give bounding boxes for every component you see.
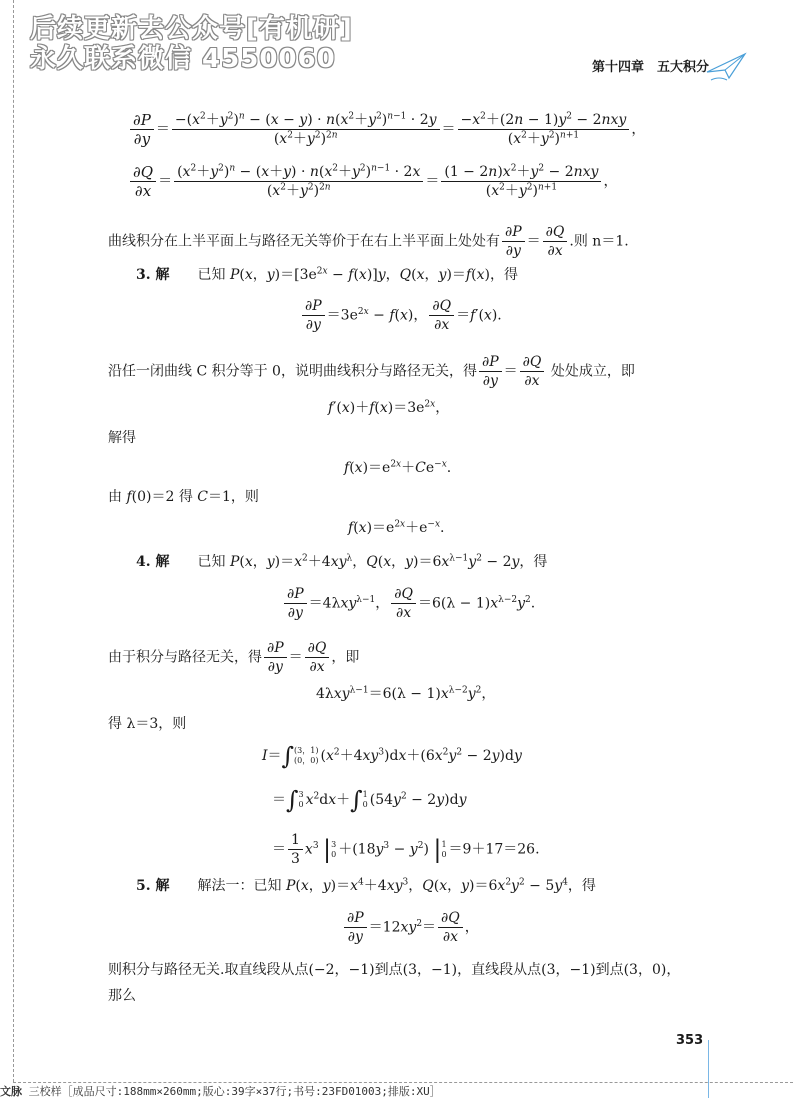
paper-plane-icon (705, 50, 749, 84)
watermark-line-1: 后续更新去公众号[有机研] (30, 14, 353, 44)
section-4-equation: $4\lambda xy^{\lambda-1}=6(\lambda - 1)x^{\lambda-2}y^2$， (316, 685, 496, 702)
paragraph-independence: 曲线积分在上半平面上与路径无关等价于在右上半平面上处处有 $\frac{\partial P}{\partial y}$ ＝ $\frac{\partial Q}{\partial x}$ .则 n＝1. (108, 224, 629, 259)
watermark-line-2: 永久联系微信 4550060 (30, 44, 336, 74)
section-5-then: 那么 (108, 988, 136, 1004)
chapter-header: 第十四章 五大积分 (592, 60, 710, 75)
section-4-integral-line-1: I＝∫ (3，1) (0，0) $(x^2+4xy^3)dx+(6x^2y^2 - 2y)dy$ (262, 742, 522, 770)
section-4-integral-line-2: ＝∫ 3 0 $x^2dx+\int$ 1 0 $(54y^2 - 2y)dy$ (272, 786, 467, 814)
footer-brand: 文脉 (0, 1085, 22, 1098)
section-4-lambda: 得 λ＝3，则 (108, 716, 187, 732)
section-4-intro: 4. 解 已知 P(x，$y)=x^2+4xy^\lambda$，Q(x，$y)=6x^{\lambda-1}y^2 - 2y$，得 (136, 553, 548, 570)
section-5-intro: 5. 解 解法一：已知 P(x，$y)=x^4+4xy^3$，Q(x，$y)=6x^2y^2 - 5y^4$，得 (136, 877, 596, 894)
section-4-partials: $\frac{\partial P}{\partial y}$ ＝4λxy$^{\lambda-1}$， $\frac{\partial Q}{\partial x}$ $=6(\lambda - 1)x^{\lambda-2}y^2$. (282, 586, 535, 621)
page-number-rule (708, 1040, 709, 1098)
section-3-partials: $\frac{\partial P}{\partial y}$ $=3e^{2x} - f(x)$， $\frac{\partial Q}{\partial x}$ ＝f′(x). (300, 298, 502, 333)
section-3-condition: 由 f(0)＝2 得 C＝1，则 (108, 489, 259, 505)
section-5-partials: $\frac{\partial P}{\partial y}$ $=12xy^2=$ $\frac{\partial Q}{\partial x}$ ， (342, 910, 479, 945)
page-number: 353 (676, 1033, 704, 1048)
equation-dp-dy: $\frac{\partial P}{\partial y}$ ＝ $\frac{-(x^2+y^2)^n - (x - y) \cdot n(x^2+y^2)^{n-1} \cdot 2y}{(x^2+y^2)^{2n}}$ ＝ $\frac{-x^2+(2n - 1)y^2 - 2nxy}{(x^2+y^2)^{n+1}}$ ， (128, 112, 645, 147)
section-4-independence: 由于积分与路径无关，得 $\frac{\partial P}{\partial y}$ ＝ $\frac{\partial Q}{\partial x}$ ，即 (108, 640, 360, 675)
section-3-solve-label: 解得 (108, 430, 136, 446)
section-3-general-solution: $f(x)=e^{2x}+Ce^{-x}$. (344, 459, 452, 476)
footer-note (0, 1083, 441, 1099)
equation-dq-dx: $\frac{\partial Q}{\partial x}$ ＝ $\frac{(x^2+y^2)^n - (x+y) \cdot n(x^2+y^2)^{n-1} \cdot 2x}{(x^2+y^2)^{2n}}$ ＝ $\frac{(1 - 2n)x^2+y^2 - 2nxy}{(x^2+y^2)^{n+1}}$ ， (128, 164, 617, 199)
section-3-particular-solution: $f(x)=e^{2x}+e^{-x}$. (348, 519, 445, 536)
section-5-path-text: 则积分与路径无关.取直线段从点(−2，−1)到点(3，−1)，直线段从点(3，−1)到点(3，0)， (108, 962, 681, 978)
section-3-closed-curve: 沿任一闭曲线 C 积分等于 0，说明曲线积分与路径无关，得 $\frac{\partial P}{\partial y}$ ＝ $\frac{\partial Q}{\partial x}$ 处处成立，即 (108, 354, 635, 389)
footer-print-info: 三校样［成品尺寸:188mm×260mm;版心:39字×37行;书号:23FD01003;排版:XU］ (28, 1085, 441, 1098)
section-3-ode: $f'(x)+f(x)=3e^{2x}$， (328, 399, 450, 416)
section-4-integral-line-3: ＝ $\frac{1}{3}$ $x^3$ | 3 0 $+(18y^3 - y^2)$ | 1 0 ＝9＋17＝26. (272, 832, 540, 867)
page-border-left (13, 0, 14, 1082)
section-3-intro: 3. 解 已知 P(x，$y)=[3e^{2x} - f(x)]y$，Q(x，y)＝f(x)，得 (136, 266, 518, 283)
